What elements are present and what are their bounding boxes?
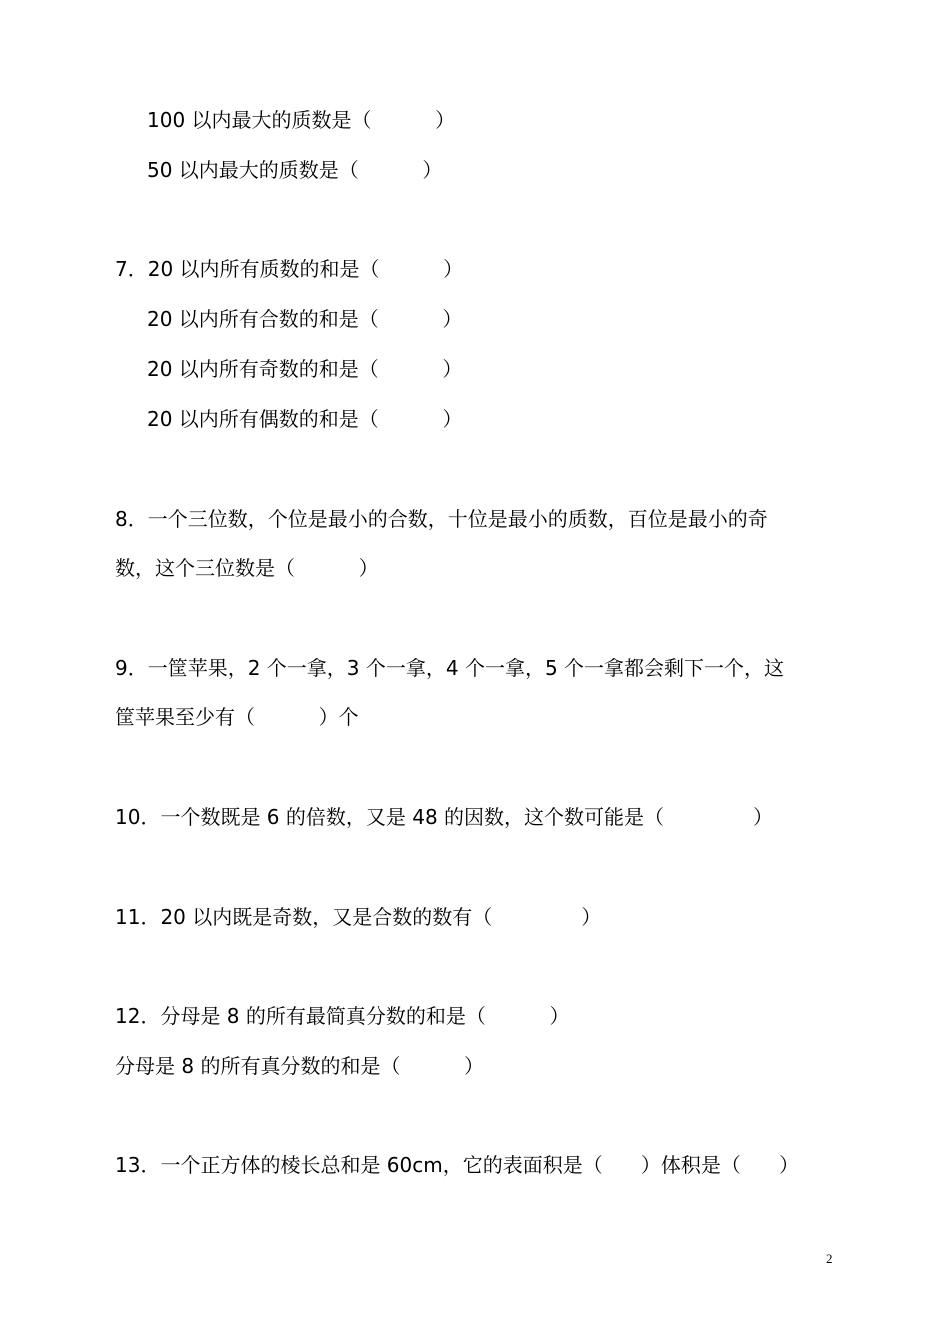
question-6-line-3: 50 以内最大的质数是（ ） <box>147 158 443 182</box>
question-11: 11．20 以内既是奇数，又是合数的数有（ ） <box>115 905 602 929</box>
question-7-line-2: 20 以内所有合数的和是（ ） <box>147 307 463 331</box>
question-7-line-1: 7．20 以内所有质数的和是（ ） <box>115 257 464 281</box>
page-number: 2 <box>826 1251 833 1266</box>
question-9-line-1: 9．一筐苹果，2 个一拿，3 个一拿，4 个一拿，5 个一拿都会剩下一个，这 <box>115 656 785 680</box>
question-6-line-2: 100 以内最大的质数是（ ） <box>147 108 456 132</box>
question-12-line-1: 12．分母是 8 的所有最简真分数的和是（ ） <box>115 1004 570 1028</box>
question-7-line-3: 20 以内所有奇数的和是（ ） <box>147 357 463 381</box>
question-12-line-2: 分母是 8 的所有真分数的和是（ ） <box>115 1054 485 1078</box>
question-7-line-4: 20 以内所有偶数的和是（ ） <box>147 407 463 431</box>
question-8-line-2: 数，这个三位数是（ ） <box>115 556 379 580</box>
question-13: 13．一个正方体的棱长总和是 60cm，它的表面积是（ ）体积是（ ） <box>115 1153 800 1177</box>
question-9-line-2: 筐苹果至少有（ ）个 <box>115 705 359 729</box>
question-8-line-1: 8．一个三位数，个位是最小的合数，十位是最小的质数，百位是最小的奇 <box>115 507 768 531</box>
question-10: 10．一个数既是 6 的倍数，又是 48 的因数，这个数可能是（ ） <box>115 805 774 829</box>
